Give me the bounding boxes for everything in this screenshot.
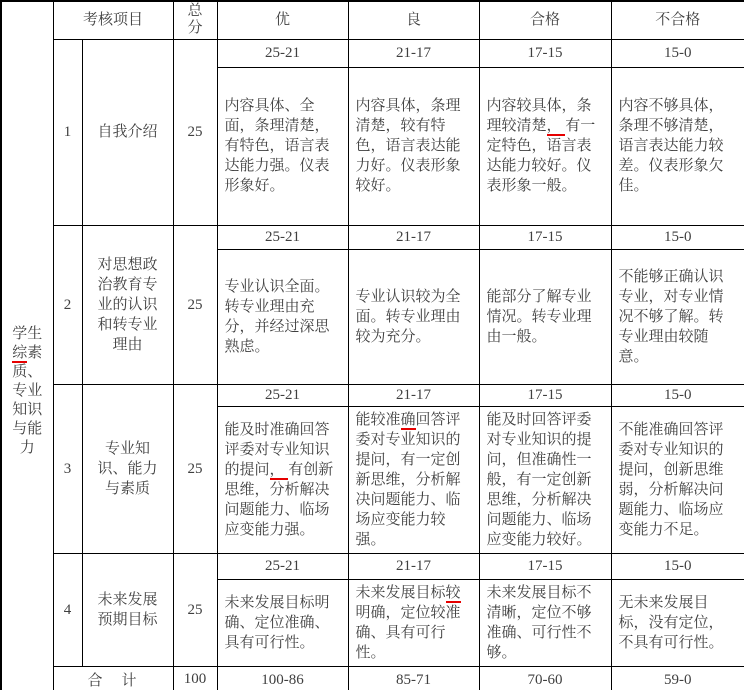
- criteria-text-cell: 未来发展目标较明确，定位较准确、具有可行性。: [348, 579, 479, 666]
- criteria-text-cell: 专业认识全面。转专业理由充分，并经过深思熟虑。: [217, 249, 348, 384]
- footer-range-cell: 100-86: [217, 666, 348, 690]
- criteria-text-cell: 未来发展目标明确、定位准确、具有可行性。: [217, 579, 348, 666]
- score-range-cell: 21-17: [348, 384, 479, 406]
- column-header-item: 考核项目: [53, 1, 173, 39]
- score-range-cell: 25-21: [217, 384, 348, 406]
- score-range-cell: 15-0: [611, 225, 744, 249]
- criteria-text-cell: 能部分了解专业情况。转专业理由一般。: [479, 249, 611, 384]
- score-range-cell: 15-0: [611, 553, 744, 579]
- score-range-cell: 17-15: [479, 553, 611, 579]
- criteria-text-cell: 无未来发展目标，没有定位，不具有可行性。: [611, 579, 744, 666]
- table-row: [1, 39, 744, 67]
- score-range-cell: 15-0: [611, 39, 744, 67]
- column-header-good: 良: [348, 1, 479, 39]
- row-number-cell: 4: [53, 553, 82, 666]
- row-number-cell: 2: [53, 225, 82, 384]
- header-row: [1, 1, 744, 39]
- criteria-text-cell: 能较准确回答评委对专业知识的提问，有一定创新思维，分析解决问题能力、临场应变能力较强。: [348, 406, 479, 553]
- row-number-cell: 3: [53, 384, 82, 553]
- footer-range-cell: 70-60: [479, 666, 611, 690]
- criteria-text-cell: 未来发展目标不清晰，定位不够准确、可行性不够。: [479, 579, 611, 666]
- criteria-text-cell: 内容具体，条理清楚，较有特色，语言表达能力好。仪表形象较好。: [348, 67, 479, 225]
- score-range-cell: 25-21: [217, 553, 348, 579]
- criteria-text-cell: 不能准确回答评委对专业知识的提问，创新思维弱，分析解决问题能力、临场应变能力不足。: [611, 406, 744, 553]
- score-range-cell: 21-17: [348, 553, 479, 579]
- total-score-cell: 25: [173, 553, 217, 666]
- item-name-cell: 自我介绍: [82, 39, 173, 225]
- criteria-text-cell: 不能够正确认识专业，对专业情况不够了解。转专业理由较随意。: [611, 249, 744, 384]
- row-number-cell: 1: [53, 39, 82, 225]
- column-header-fail: 不合格: [611, 1, 744, 39]
- table-row: [1, 384, 744, 406]
- score-range-cell: 25-21: [217, 225, 348, 249]
- column-header-total: 总分: [173, 1, 217, 39]
- footer-row: [1, 666, 744, 690]
- total-score-cell: 25: [173, 39, 217, 225]
- item-name-cell: 未来发展预期目标: [82, 553, 173, 666]
- table-row: [1, 553, 744, 579]
- criteria-text-cell: 能及时回答评委对专业知识的提问，但准确性一般，有一定创新思维，分析解决问题能力、临场应变能力较好。: [479, 406, 611, 553]
- criteria-text-cell: 专业认识较为全面。转专业理由较为充分。: [348, 249, 479, 384]
- column-header-excellent: 优: [217, 1, 348, 39]
- criteria-text-cell: 能及时准确回答评委对专业知识的提问， 有创新思维，分析解决问题能力、临场应变能力强。: [217, 406, 348, 553]
- score-range-cell: 17-15: [479, 225, 611, 249]
- item-name-cell: 对思想政治教育专业的认识和转专业理由: [82, 225, 173, 384]
- score-range-cell: 25-21: [217, 39, 348, 67]
- column-header-pass: 合格: [479, 1, 611, 39]
- footer-range-cell: 85-71: [348, 666, 479, 690]
- table-row: [1, 225, 744, 249]
- score-range-cell: 21-17: [348, 225, 479, 249]
- criteria-text-cell: 内容具体、全面，条理清楚，有特色，语言表达能力强。仪表形象好。: [217, 67, 348, 225]
- side-category-label: 学生综素质、专业知识与能力: [1, 1, 53, 690]
- criteria-text-cell: 内容不够具体，条理不够清楚，语言表达能力较差。仪表形象欠佳。: [611, 67, 744, 225]
- total-score-cell: 25: [173, 225, 217, 384]
- footer-total-label: 合 计: [53, 666, 173, 690]
- score-range-cell: 17-15: [479, 39, 611, 67]
- total-score-cell: 25: [173, 384, 217, 553]
- footer-total-score: 100: [173, 666, 217, 690]
- item-name-cell: 专业知识、能力与素质: [82, 384, 173, 553]
- footer-range-cell: 59-0: [611, 666, 744, 690]
- score-range-cell: 21-17: [348, 39, 479, 67]
- score-range-cell: 15-0: [611, 384, 744, 406]
- criteria-text-cell: 内容较具体，条理较清楚， 有一定特色，语言表达能力较好。仪表形象一般。: [479, 67, 611, 225]
- score-range-cell: 17-15: [479, 384, 611, 406]
